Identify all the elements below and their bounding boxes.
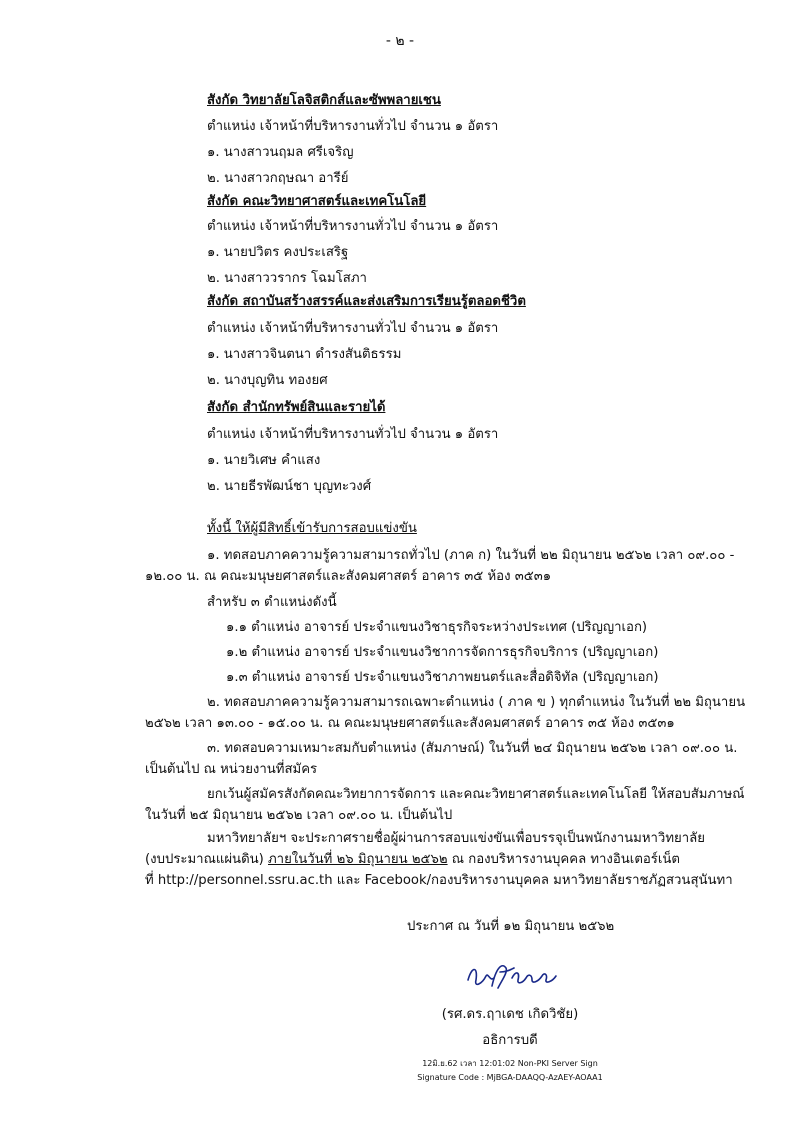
announcement-line: มหาวิทยาลัยฯ จะประกาศรายชื่อผู้ผ่านการสอบแข่งขันเพื่อบรรจุเป็นพนักงานมหาวิทยาลัย (207, 831, 705, 846)
handwritten-signature (462, 958, 562, 1002)
signatory-title: อธิการบดี (482, 1033, 538, 1048)
exam-item-3: ๓. ทดสอบความเหมาะสมกับตำแหน่ง (สัมภาษณ์) ในวันที่ ๒๔ มิถุนายน ๒๕๖๒ เวลา ๐๙.๐๐ น. (207, 741, 738, 756)
e-sign-code: Signature Code : MjBGA-DAAQQ-AzAEY-AOAA1 (417, 1073, 603, 1082)
exception-note: ยกเว้นผู้สมัครสังกัดคณะวิทยาการจัดการ และคณะวิทยาศาสตร์และเทคโนโลยี ให้สอบสัมภาษณ์ (207, 787, 745, 802)
section-heading: สังกัด สำนักทรัพย์สินและรายได้ (207, 400, 386, 415)
exam-position: ๑.๒ ตำแหน่ง อาจารย์ ประจำแขนงวิชาการจัดการธุรกิจบริการ (ปริญญาเอก) (226, 645, 659, 660)
section-heading: สังกัด สถาบันสร้างสรรค์และส่งเสริมการเรียนรู้ตลอดชีวิต (207, 294, 526, 309)
exam-item-3-cont: เป็นต้นไป ณ หน่วยงานที่สมัคร (145, 762, 318, 777)
announcement-date: ประกาศ ณ วันที่ ๑๒ มิถุนายน ๒๕๖๒ (407, 919, 615, 934)
exam-item-2-cont: ๒๕๖๒ เวลา ๑๓.๐๐ - ๑๕.๐๐ น. ณ คณะมนุษยศาสตร์และสังคมศาสตร์ อาคาร ๓๕ ห้อง ๓๕๓๑ (145, 716, 675, 731)
exception-note-cont: ในวันที่ ๒๕ มิถุนายน ๒๕๖๒ เวลา ๐๙.๐๐ น. เป็นต้นไป (145, 808, 453, 823)
signatory-name: (รศ.ดร.ฤาเดช เกิดวิชัย) (441, 1007, 579, 1022)
candidate-name: ๑. นายปวิตร คงประเสริฐ (207, 245, 349, 260)
signature-scribble (462, 958, 562, 998)
candidate-name: ๒. นายธีรพัฒน์ชา บุญทะวงศ์ (207, 479, 372, 494)
announcement-line-2 (145, 851, 680, 869)
exam-item-1-cont: ๑๒.๐๐ น. ณ คณะมนุษยศาสตร์และสังคมศาสตร์ อาคาร ๓๕ ห้อง ๓๕๓๑ (145, 569, 552, 584)
candidate-name: ๑. นางสาวจินตนา ดำรงสันติธรรม (207, 347, 402, 362)
e-sign-timestamp: 12มิ.ย.62 เวลา 12:01:02 Non-PKI Server Sign (422, 1059, 598, 1068)
exam-item-1: ๑. ทดสอบภาคความรู้ความสามารถทั่วไป (ภาค ก) ในวันที่ ๒๒ มิถุนายน ๒๕๖๒ เวลา ๐๙.๐๐ - (207, 548, 735, 563)
announcement-budget: (งบประมาณแผ่นดิน) (145, 852, 268, 867)
announcement-location: ณ กองบริหารงานบุคคล ทางอินเตอร์เน็ต (447, 852, 680, 867)
section-heading: สังกัด วิทยาลัยโลจิสติกส์และซัพพลายเชน (207, 93, 441, 108)
candidate-name: ๑. นางสาวนฤมล ศรีเจริญ (207, 145, 354, 160)
candidate-name: ๒. นางบุญทิน ทองยศ (207, 373, 328, 388)
candidate-name: ๑. นายวิเศษ คำแสง (207, 453, 321, 468)
page-number: - ๒ - (385, 33, 415, 49)
position-line: ตำแหน่ง เจ้าหน้าที่บริหารงานทั่วไป จำนวน ๑ อัตรา (207, 321, 499, 336)
announcement-url-line: ที่ http://personnel.ssru.ac.th และ Facebook/กองบริหารงานบุคคล มหาวิทยาลัยราชภัฏสวนสุนันทา (145, 873, 733, 888)
candidate-name: ๒. นางสาววรากร โฉมโสภา (207, 271, 367, 286)
exam-position: ๑.๓ ตำแหน่ง อาจารย์ ประจำแขนงวิชาภาพยนตร์และสื่อดิจิทัล (ปริญญาเอก) (226, 670, 659, 685)
announcement-deadline: ภายในวันที่ ๒๖ มิถุนายน ๒๕๖๒ (267, 852, 448, 867)
position-line: ตำแหน่ง เจ้าหน้าที่บริหารงานทั่วไป จำนวน ๑ อัตรา (207, 119, 499, 134)
exam-heading: ทั้งนี้ ให้ผู้มีสิทธิ์เข้ารับการสอบแข่งขัน (207, 521, 417, 536)
position-line: ตำแหน่ง เจ้าหน้าที่บริหารงานทั่วไป จำนวน ๑ อัตรา (207, 219, 499, 234)
candidate-name: ๒. นางสาวกฤษณา อารีย์ (207, 171, 349, 186)
exam-position: ๑.๑ ตำแหน่ง อาจารย์ ประจำแขนงวิชาธุรกิจระหว่างประเทศ (ปริญญาเอก) (226, 620, 648, 635)
section-heading: สังกัด คณะวิทยาศาสตร์และเทคโนโลยี (207, 194, 427, 209)
exam-for-positions: สำหรับ ๓ ตำแหน่งดังนี้ (207, 595, 337, 610)
position-line: ตำแหน่ง เจ้าหน้าที่บริหารงานทั่วไป จำนวน ๑ อัตรา (207, 427, 499, 442)
exam-item-2: ๒. ทดสอบภาคความรู้ความสามารถเฉพาะตำแหน่ง ( ภาค ข ) ทุกตำแหน่ง ในวันที่ ๒๒ มิถุนายน (207, 695, 746, 710)
